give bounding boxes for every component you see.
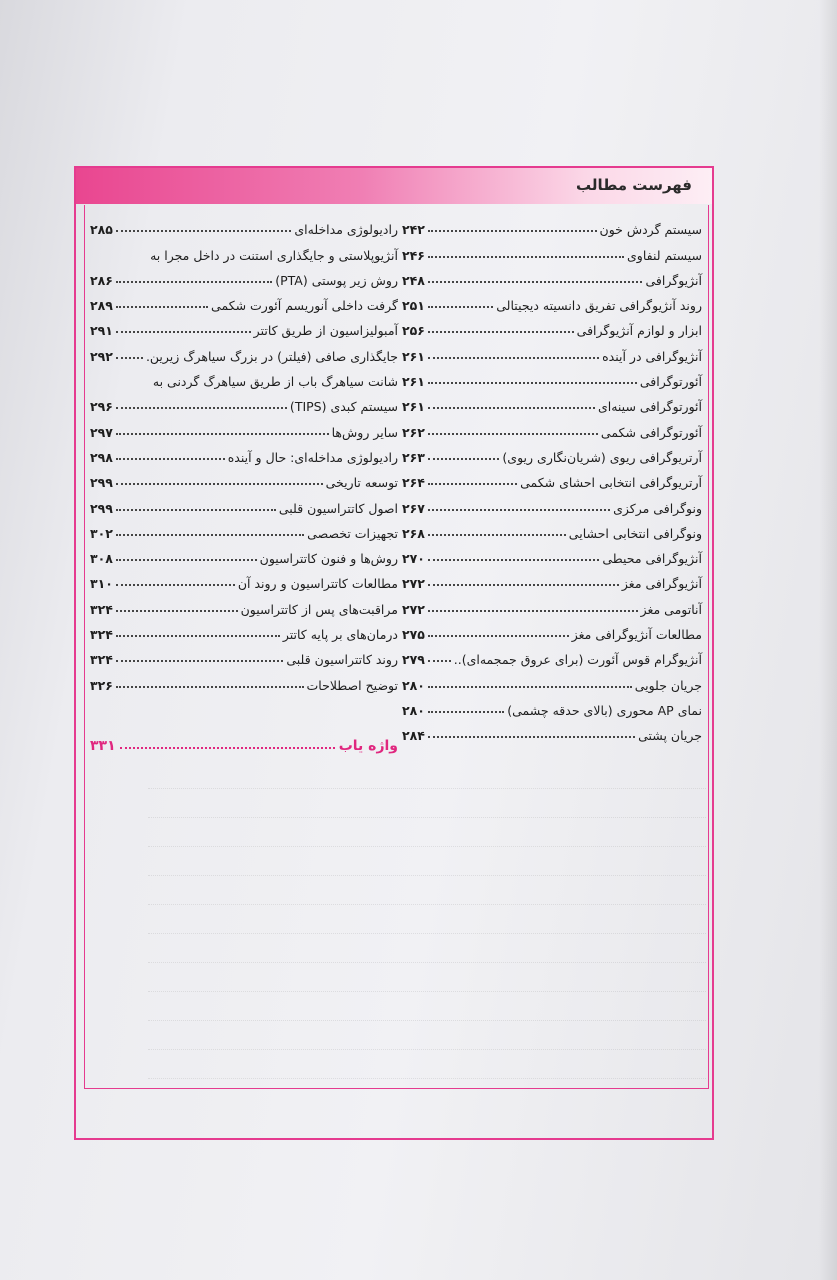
toc-entry (90, 338, 398, 363)
toc-entry-page: ۲۹۹ (90, 500, 113, 516)
toc-entry (90, 541, 398, 566)
index-entry-page: ۳۳۱ (90, 738, 116, 754)
toc-leader-dots (428, 230, 597, 232)
toc-leader-dots (428, 559, 599, 561)
toc-entry (402, 440, 702, 465)
toc-leader-dots (428, 281, 643, 283)
toc-entry (90, 591, 398, 616)
toc-leader-dots (428, 686, 632, 688)
index-entry (90, 730, 398, 754)
toc-entry-page: ۲۷۹ (402, 652, 425, 668)
toc-column-left (90, 212, 398, 693)
toc-entry (402, 338, 702, 363)
toc-entry-page: ۲۹۷ (90, 424, 113, 440)
toc-entry-title: اصول کاتتراسیون قلبی (278, 500, 398, 516)
toc-entry-page: ۲۵۱ (402, 298, 425, 314)
toc-leader-dots (116, 230, 291, 232)
toc-leader-dots (428, 433, 598, 435)
toc-entry-title: جایگذاری صافی (فیلتر) در بزرگ سیاهرگ زیرین. (145, 348, 398, 364)
toc-leader-dots (116, 660, 283, 662)
toc-entry-title: توضیح اصطلاحات (306, 677, 398, 693)
toc-entry (90, 465, 398, 490)
toc-entry-title: روش زیر پوستی (PTA) (275, 272, 398, 288)
toc-leader-dots (428, 407, 595, 409)
toc-entry-title: مطالعات آنژیوگرافی مغز (571, 627, 702, 643)
toc-entry (402, 591, 702, 616)
toc-leader-dots (116, 331, 251, 333)
toc-entry-title: مراقبت‌های پس از کاتتراسیون (240, 601, 398, 617)
toc-entry-title: آناتومی مغز (640, 601, 702, 617)
toc-entry (402, 364, 702, 389)
toc-entry-page: ۲۶۲ (402, 424, 425, 440)
toc-entry-page: ۲۶۱ (402, 399, 425, 415)
toc-entry-page: ۳۰۲ (90, 525, 113, 541)
toc-leader-dots (428, 660, 451, 662)
toc-entry-title: تجهیزات تخصصی (307, 525, 398, 541)
toc-leader-dots (428, 306, 493, 308)
toc-entry-title: درمان‌های بر پایه کاتتر (282, 627, 398, 643)
toc-leader-dots (428, 458, 500, 460)
toc-entry (90, 617, 398, 642)
toc-entry (90, 642, 398, 667)
toc-leader-dots (428, 483, 517, 485)
toc-entry-page: ۳۱۰ (90, 576, 113, 592)
toc-entry-page: ۲۹۱ (90, 323, 113, 339)
toc-leader-dots (428, 256, 624, 258)
page-edge-shadow (819, 0, 837, 1280)
toc-entry (90, 212, 398, 237)
toc-entry (90, 288, 398, 313)
toc-entry-title: آنژیوگرام قوس آئورت (برای عروق جمجمه‌ای).. (453, 652, 702, 668)
toc-entry-title: سیستم لنفاوی (627, 247, 702, 263)
toc-entry-page: ۲۷۰ (402, 551, 425, 567)
toc-entry (402, 667, 702, 692)
toc-entry-page: ۳۲۶ (90, 677, 113, 693)
toc-entry-page: ۳۲۴ (90, 601, 113, 617)
toc-leader-dots (116, 584, 235, 586)
toc-entry-title: آئورتوگرافی شکمی (600, 424, 702, 440)
toc-entry-page: ۲۷۲ (402, 601, 425, 617)
toc-entry-page: ۲۸۵ (90, 222, 113, 238)
toc-entry (402, 414, 702, 439)
toc-entry-page: ۲۹۲ (90, 348, 113, 364)
toc-entry-title: سیستم کبدی (TIPS) (289, 399, 398, 415)
toc-entry-title: توسعه تاریخی (325, 475, 398, 491)
toc-entry-page: ۲۶۳ (402, 449, 425, 465)
toc-leader-dots (116, 407, 287, 409)
toc-leader-dots (116, 458, 225, 460)
toc-leader-dots (116, 509, 276, 511)
toc-entry-page: ۲۷۵ (402, 627, 425, 643)
toc-entry-title: آنژیوپلاستی و جایگذاری استنت در داخل مجرا به (150, 247, 398, 263)
toc-entry-page: ۲۶۷ (402, 500, 425, 516)
toc-entry (90, 263, 398, 288)
toc-entry-page: ۲۴۶ (402, 247, 425, 263)
toc-leader-dots (116, 433, 329, 435)
toc-entry-page: ۲۶۴ (402, 475, 425, 491)
toc-entry (402, 516, 702, 541)
toc-leader-dots (428, 509, 610, 511)
toc-entry-page: ۲۷۲ (402, 576, 425, 592)
toc-entry-title: آرتریوگرافی ریوی (شریان‌نگاری ریوی) (502, 449, 702, 465)
toc-entry (402, 541, 702, 566)
toc-entry-title: روش‌ها و فنون کاتتراسیون (259, 551, 398, 567)
toc-leader-dots (116, 635, 280, 637)
toc-leader-dots (116, 306, 208, 308)
toc-leader-dots (428, 584, 619, 586)
toc-leader-dots (428, 534, 566, 536)
toc-entry (90, 364, 398, 389)
toc-entry-page: ۲۹۹ (90, 475, 113, 491)
toc-entry (402, 617, 702, 642)
toc-entry (90, 389, 398, 414)
index-entry-leader (120, 747, 335, 749)
toc-entry-page: ۲۶۱ (402, 374, 425, 390)
toc-entry (90, 516, 398, 541)
toc-entry (90, 414, 398, 439)
toc-leader-dots (116, 281, 272, 283)
toc-entry-title: گرفت داخلی آنوریسم آئورت شکمی (211, 298, 398, 314)
toc-leader-dots (116, 534, 304, 536)
toc-entry (402, 718, 702, 743)
toc-entry-page: ۲۸۰ (402, 702, 425, 718)
toc-entry-page: ۲۸۹ (90, 298, 113, 314)
toc-leader-dots (116, 686, 304, 688)
toc-entry (402, 288, 702, 313)
toc-entry (402, 212, 702, 237)
toc-entry (90, 566, 398, 591)
toc-entry-page: ۲۵۶ (402, 323, 425, 339)
toc-entry (402, 490, 702, 515)
toc-entry (402, 237, 702, 262)
toc-entry (90, 440, 398, 465)
toc-leader-dots (428, 331, 574, 333)
toc-entry (402, 642, 702, 667)
toc-entry-title: جریان جلویی (634, 677, 702, 693)
toc-entry (402, 263, 702, 288)
toc-entry-page: ۲۴۲ (402, 222, 425, 238)
toc-entry-page: ۲۹۶ (90, 399, 113, 415)
toc-entry-title: آمبولیزاسیون از طریق کاتتر (253, 323, 398, 339)
toc-leader-dots (116, 610, 238, 612)
toc-entry-title: نمای AP محوری (بالای حدقه چشمی) (507, 702, 702, 718)
toc-leader-dots (428, 736, 635, 738)
toc-entry-page: ۲۴۸ (402, 272, 425, 288)
toc-leader-dots (116, 559, 257, 561)
toc-entry-page: ۳۰۸ (90, 551, 113, 567)
toc-entry-title: رادیولوژی مداخله‌ای (294, 222, 398, 238)
toc-entry-title: جریان پشتی (638, 728, 702, 744)
toc-entry-title: سیستم گردش خون (599, 222, 702, 238)
toc-entry (402, 693, 702, 718)
toc-leader-dots (428, 382, 637, 384)
toc-entry-title: ابزار و لوازم آنژیوگرافی (576, 323, 702, 339)
toc-entry-title: ونوگرافی مرکزی (613, 500, 702, 516)
toc-entry-title: شانت سیاهرگ باب از طریق سیاهرگ گردنی به (152, 374, 398, 390)
index-entry-title: واژه یاب (338, 738, 398, 754)
toc-leader-dots (428, 711, 504, 713)
toc-entry-title: آنژیوگرافی مغز (621, 576, 702, 592)
toc-entry-page: ۲۸۶ (90, 272, 113, 288)
toc-entry-title: روند کاتتراسیون قلبی (286, 652, 398, 668)
toc-entry-title: آنژیوگرافی (645, 272, 702, 288)
toc-entry (402, 465, 702, 490)
toc-entry-title: آئورتوگرافی (639, 374, 702, 390)
toc-column-right (402, 212, 702, 743)
toc-leader-dots (428, 610, 638, 612)
toc-leader-dots (116, 357, 143, 359)
toc-entry-title: آنژیوگرافی در آینده (602, 348, 702, 364)
toc-entry-title: آرتریوگرافی انتخابی احشای شکمی (520, 475, 702, 491)
toc-entry (90, 237, 398, 262)
page-title: فهرست مطالب (576, 176, 692, 194)
toc-entry-page: ۳۲۴ (90, 652, 113, 668)
toc-entry-title: ونوگرافی انتخابی احشایی (568, 525, 702, 541)
toc-entry-title: روند آنژیوگرافی تفریق دانسیته دیجیتالی (496, 298, 702, 314)
toc-entry-page: ۲۸۰ (402, 677, 425, 693)
toc-entry-page: ۲۶۸ (402, 525, 425, 541)
toc-entry (402, 313, 702, 338)
toc-leader-dots (428, 635, 569, 637)
toc-entry-page: ۳۲۴ (90, 627, 113, 643)
toc-entry-page: ۲۸۴ (402, 728, 425, 744)
toc-entry (90, 490, 398, 515)
toc-entry (90, 667, 398, 692)
header-bar (76, 168, 712, 204)
toc-entry-page: ۲۹۸ (90, 449, 113, 465)
toc-entry-page: ۲۶۱ (402, 348, 425, 364)
toc-leader-dots (428, 357, 599, 359)
toc-entry-title: رادیولوژی مداخله‌ای: حال و آینده (227, 449, 398, 465)
toc-entry (402, 389, 702, 414)
toc-entry-title: مطالعات کاتتراسیون و روند آن (237, 576, 398, 592)
toc-entry (90, 313, 398, 338)
toc-leader-dots (116, 483, 323, 485)
toc-entry-title: سایر روش‌ها (331, 424, 398, 440)
toc-entry (402, 566, 702, 591)
toc-entry-title: آئورتوگرافی سینه‌ای (597, 399, 702, 415)
toc-entry-title: آنژیوگرافی محیطی (602, 551, 702, 567)
